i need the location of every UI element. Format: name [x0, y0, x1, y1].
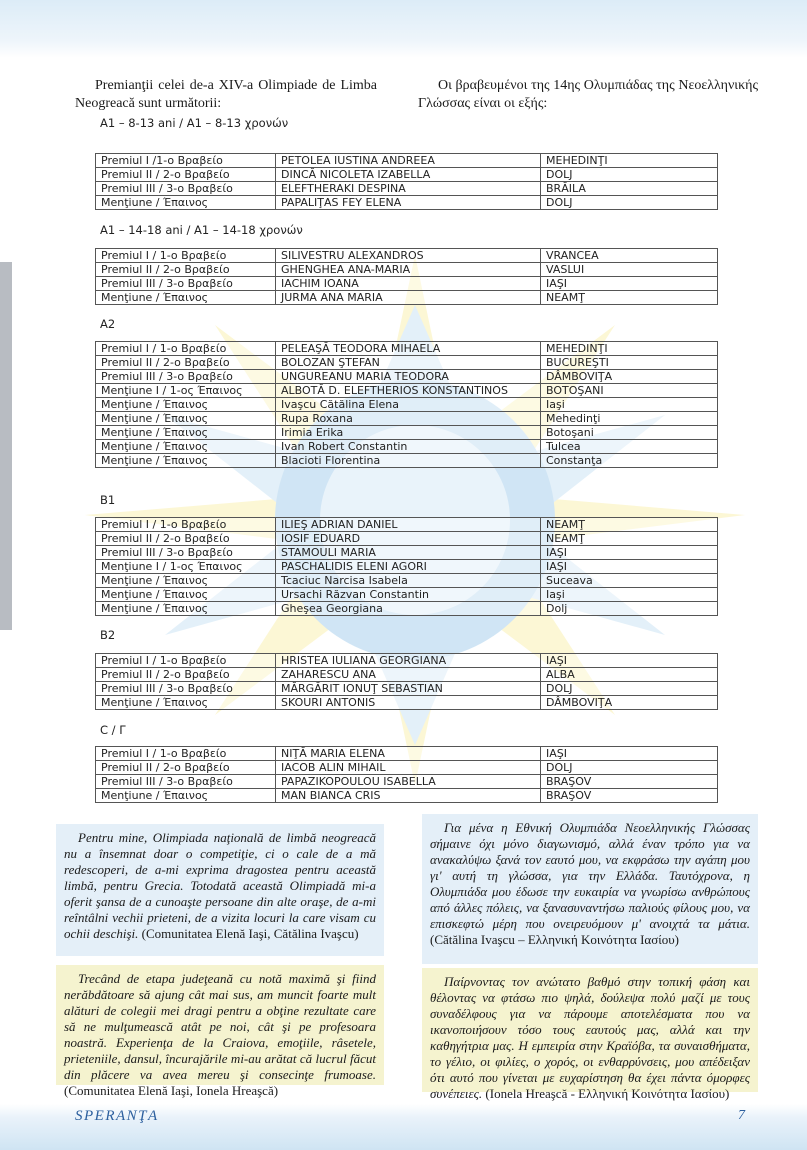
award-cell: Menţiune / Έπαινος	[96, 412, 276, 426]
county-cell: Iaşi	[541, 398, 718, 412]
name-cell: PAPALIŢAS FEY ELENA	[276, 196, 541, 210]
county-cell: IAŞI	[541, 747, 718, 761]
award-cell: Premiul III / 3-o Βραβείο	[96, 182, 276, 196]
county-cell: NEAMŢ	[541, 532, 718, 546]
section-title-b1: B1	[100, 493, 116, 507]
name-cell: PASCHALIDIS ELENI AGORI	[276, 560, 541, 574]
award-cell: Menţiune / Έπαινος	[96, 574, 276, 588]
name-cell: JURMA ANA MARIA	[276, 291, 541, 305]
county-cell: Dolj	[541, 602, 718, 616]
county-cell: Botoşani	[541, 426, 718, 440]
awards-table-a1-senior	[95, 248, 718, 305]
award-cell: Menţiune / Έπαινος	[96, 291, 276, 305]
county-cell: Tulcea	[541, 440, 718, 454]
name-cell: GHENGHEA ANA-MARIA	[276, 263, 541, 277]
left-edge-tab	[0, 262, 12, 630]
name-cell: Ursachi Răzvan Constantin	[276, 588, 541, 602]
testimonial-romanian-ivascu	[56, 824, 384, 956]
award-cell: Premiul II / 2-o Βραβείο	[96, 263, 276, 277]
testimonial-greek-ivascu	[422, 814, 758, 964]
table-row	[96, 291, 718, 305]
county-cell: BRAŞOV	[541, 775, 718, 789]
award-cell: Premiul III / 3-o Βραβείο	[96, 277, 276, 291]
table-row	[96, 277, 718, 291]
table-row	[96, 574, 718, 588]
award-cell: Menţiune / Έπαινος	[96, 440, 276, 454]
table-row	[96, 384, 718, 398]
page-number: 7	[738, 1108, 745, 1123]
table-row	[96, 518, 718, 532]
table-row	[96, 342, 718, 356]
county-cell: VRANCEA	[541, 249, 718, 263]
award-cell: Premiul III / 3-o Βραβείο	[96, 775, 276, 789]
awards-table-a1-junior	[95, 153, 718, 210]
table-row	[96, 398, 718, 412]
award-cell: Premiul I / 1-o Βραβείο	[96, 249, 276, 263]
county-cell: DOLJ	[541, 682, 718, 696]
testimonial-quote: Παίρνοντας τον ανώτατο βαθμό στην τοπική φάση και θέλοντας να φτάσω πιο ψηλά, δούλεψα πολύ μαζί με τους συναδέλφους για να πάρουμε αποτελέσματα που να ικανοποιήσουν τόσο τους εαυτούς μας, αλλά και την καθηγήτρια μας. Η εμπειρία στην Κραϊόβα, τα συναισθήματα, το γέλιο, οι φιλίες, ο χορός, οι ενθαρρύνσεις, μου απέδειξαν ότι αυτό που γίνεται με ευχαρίστηση θα έχει πάντα όμορφες συνέπειες.	[430, 974, 750, 1101]
intro-greek: Οι βραβευμένοι της 14ης Ολυμπιάδας της Νεοελληνικής Γλώσσας είναι οι εξής:	[418, 78, 758, 111]
table-row	[96, 560, 718, 574]
top-header-band	[0, 0, 807, 58]
name-cell: Irimia Erika	[276, 426, 541, 440]
award-cell: Menţiune / Έπαινος	[96, 398, 276, 412]
testimonial-author: (Comunitatea Elenă Iaşi, Cătălina Ivaşcu)	[138, 926, 359, 941]
watermark-logo	[55, 215, 775, 815]
county-cell: ALBA	[541, 668, 718, 682]
name-cell: DINCĂ NICOLETA IZABELLA	[276, 168, 541, 182]
county-cell: Iaşi	[541, 588, 718, 602]
name-cell: HRISTEA IULIANA GEORGIANA	[276, 654, 541, 668]
table-row	[96, 761, 718, 775]
county-cell: NEAMŢ	[541, 291, 718, 305]
section-title-a1-junior: A1 – 8-13 ani / A1 – 8-13 χρονών	[100, 116, 289, 130]
testimonial-quote: Για μένα η Εθνική Ολυμπιάδα Νεοελληνικής Γλώσσας σήμαινε όχι μόνο διαγωνισμό, αλλά έναν τρόπο για να ανακαλύψω ξανά τον εαυτό μου, να εκφράσω την αγάπη μου γι' αυτή τη γλώσσα, για την Ελλάδα. Ταυτόχρονα, η Ολυμπιάδα μου έδωσε την ευκαιρία να γνωρίσω ανθρώπους από άλλες πόλεις, να ξανασυναντήσω παλιούς φίλους μου, να επισκεφτώ μέρη που ονειρευόμουν μ' ανοιχτά τα μάτια.	[430, 820, 750, 931]
county-cell: IAŞI	[541, 654, 718, 668]
county-cell: DOLJ	[541, 196, 718, 210]
table-row	[96, 412, 718, 426]
testimonial-quote: Trecând de etapa judeţeană cu notă maximă şi fiind nerăbdătoare să ajung cât mai sus, am muncit foarte mult alături de colegii mei dragi pentru a obţine rezultate care să ne mulţumească atât pe noi, cât şi pe profesoara noastră. Experienţa de la Craiova, emoţiile, râsetele, prieteniile, dansul, încurajările mi-au arătat că lucrul făcut din plăcere va avea mereu şi consecinţe frumoase.	[64, 971, 376, 1082]
name-cell: Rupa Roxana	[276, 412, 541, 426]
county-cell: IAŞI	[541, 560, 718, 574]
table-row	[96, 532, 718, 546]
table-row	[96, 168, 718, 182]
name-cell: ZAHARESCU ANA	[276, 668, 541, 682]
name-cell: Gheşea Georgiana	[276, 602, 541, 616]
table-row	[96, 789, 718, 803]
name-cell: PELEAŞĂ TEODORA MIHAELA	[276, 342, 541, 356]
testimonial-author: (Cătălina Ivaşcu – Ελληνική Κοινότητα Ιασίου)	[430, 932, 680, 947]
award-cell: Premiul II / 2-o Βραβείο	[96, 356, 276, 370]
intro-romanian: Premianţii celei de-a XIV-a Olimpiade de Limba Neogreacă sunt următorii:	[75, 78, 377, 111]
award-cell: Premiul I / 1-o Βραβείο	[96, 342, 276, 356]
county-cell: DÂMBOVIŢA	[541, 696, 718, 710]
name-cell: ALBOTĂ D. ELEFTHERIOS KONSTANTINOS	[276, 384, 541, 398]
table-row	[96, 682, 718, 696]
award-cell: Premiul I / 1-o Βραβείο	[96, 654, 276, 668]
county-cell: Mehedinţi	[541, 412, 718, 426]
award-cell: Menţiune / Έπαινος	[96, 196, 276, 210]
table-row	[96, 588, 718, 602]
name-cell: MAN BIANCA CRIS	[276, 789, 541, 803]
award-cell: Premiul I /1-o Βραβείο	[96, 154, 276, 168]
award-cell: Premiul II / 2-o Βραβείο	[96, 761, 276, 775]
testimonial-author: (Comunitatea Elenă Iaşi, Ionela Hreaşcă)	[64, 1083, 279, 1098]
county-cell: MEHEDINŢI	[541, 154, 718, 168]
table-row	[96, 602, 718, 616]
county-cell: NEAMŢ	[541, 518, 718, 532]
awards-table-a2	[95, 341, 718, 468]
table-row	[96, 370, 718, 384]
county-cell: Suceava	[541, 574, 718, 588]
county-cell: DÂMBOVIŢA	[541, 370, 718, 384]
name-cell: Blacioti Florentina	[276, 454, 541, 468]
section-title-a2: A2	[100, 317, 116, 331]
name-cell: Tcaciuc Narcisa Isabela	[276, 574, 541, 588]
table-row	[96, 426, 718, 440]
name-cell: NIŢĂ MARIA ELENA	[276, 747, 541, 761]
table-row	[96, 775, 718, 789]
name-cell: ILIEŞ ADRIAN DANIEL	[276, 518, 541, 532]
name-cell: UNGUREANU MARIA TEODORA	[276, 370, 541, 384]
name-cell: IOSIF EDUARD	[276, 532, 541, 546]
award-cell: Menţiune / Έπαινος	[96, 602, 276, 616]
award-cell: Premiul III / 3-o Βραβείο	[96, 682, 276, 696]
award-cell: Premiul II / 2-o Βραβείο	[96, 668, 276, 682]
table-row	[96, 249, 718, 263]
award-cell: Premiul III / 3-o Βραβείο	[96, 546, 276, 560]
table-row	[96, 182, 718, 196]
award-cell: Premiul II / 2-o Βραβείο	[96, 532, 276, 546]
table-row	[96, 654, 718, 668]
name-cell: ELEFTHERAKI DESPINA	[276, 182, 541, 196]
testimonial-author: (Ionela Hreaşcă - Ελληνική Κοινότητα Ιασίου)	[482, 1086, 730, 1101]
award-cell: Menţiune / Έπαινος	[96, 588, 276, 602]
award-cell: Menţiune I / 1-ος Έπαινος	[96, 384, 276, 398]
award-cell: Premiul I / 1-o Βραβείο	[96, 518, 276, 532]
name-cell: BOLOZAN ŞTEFAN	[276, 356, 541, 370]
name-cell: PAPAZIKOPOULOU ISABELLA	[276, 775, 541, 789]
name-cell: SKOURI ANTONIS	[276, 696, 541, 710]
table-row	[96, 747, 718, 761]
table-row	[96, 546, 718, 560]
award-cell: Menţiune / Έπαινος	[96, 789, 276, 803]
award-cell: Menţiune I / 1-ος Έπαινος	[96, 560, 276, 574]
county-cell: MEHEDINŢI	[541, 342, 718, 356]
testimonial-romanian-hreasca	[56, 965, 384, 1098]
testimonial-quote: Pentru mine, Olimpiada naţională de limbă neogreacă nu a însemnat doar o competiţie, ci o cale de a mă redescoperi, de a-mi exprima dragostea pentru această limbă, pentru Grecia. Totodată această Olimpiadă mi-a oferit şansa de a cunoaşte persoane din alte oraşe, de a-mi reîntâlni vechii prieteni, de a vizita locuri la care visam cu ochii deschişi.	[64, 830, 376, 941]
name-cell: Ivan Robert Constantin	[276, 440, 541, 454]
county-cell: BOTOŞANI	[541, 384, 718, 398]
table-row	[96, 440, 718, 454]
county-cell: DOLJ	[541, 761, 718, 775]
county-cell: IAŞI	[541, 546, 718, 560]
county-cell: VASLUI	[541, 263, 718, 277]
table-row	[96, 154, 718, 168]
table-row	[96, 696, 718, 710]
county-cell: BUCUREŞTI	[541, 356, 718, 370]
table-row	[96, 454, 718, 468]
award-cell: Premiul III / 3-o Βραβείο	[96, 370, 276, 384]
table-row	[96, 668, 718, 682]
name-cell: MĂRGĂRIT IONUŢ SEBASTIAN	[276, 682, 541, 696]
awards-table-c	[95, 746, 718, 803]
name-cell: IACOB ALIN MIHAIL	[276, 761, 541, 775]
county-cell: BRĂILA	[541, 182, 718, 196]
award-cell: Premiul I / 1-o Βραβείο	[96, 747, 276, 761]
county-cell: DOLJ	[541, 168, 718, 182]
award-cell: Menţiune / Έπαινος	[96, 696, 276, 710]
award-cell: Menţiune / Έπαινος	[96, 454, 276, 468]
magazine-name: SPERANŢA	[75, 1108, 159, 1124]
name-cell: SILIVESTRU ALEXANDROS	[276, 249, 541, 263]
table-row	[96, 196, 718, 210]
table-row	[96, 356, 718, 370]
award-cell: Menţiune / Έπαινος	[96, 426, 276, 440]
awards-table-b2	[95, 653, 718, 710]
name-cell: Ivaşcu Cătălina Elena	[276, 398, 541, 412]
name-cell: STAMOULI MARIA	[276, 546, 541, 560]
testimonial-greek-hreasca	[422, 968, 758, 1101]
section-title-a1-senior: A1 – 14-18 ani / A1 – 14-18 χρονών	[100, 223, 303, 237]
section-title-c: C / Γ	[100, 723, 126, 737]
county-cell: Constanţa	[541, 454, 718, 468]
table-row	[96, 263, 718, 277]
county-cell: IAŞI	[541, 277, 718, 291]
name-cell: IACHIM IOANA	[276, 277, 541, 291]
county-cell: BRAŞOV	[541, 789, 718, 803]
name-cell: PETOLEA IUSTINA ANDREEA	[276, 154, 541, 168]
award-cell: Premiul II / 2-o Βραβείο	[96, 168, 276, 182]
awards-table-b1	[95, 517, 718, 616]
section-title-b2: B2	[100, 628, 116, 642]
